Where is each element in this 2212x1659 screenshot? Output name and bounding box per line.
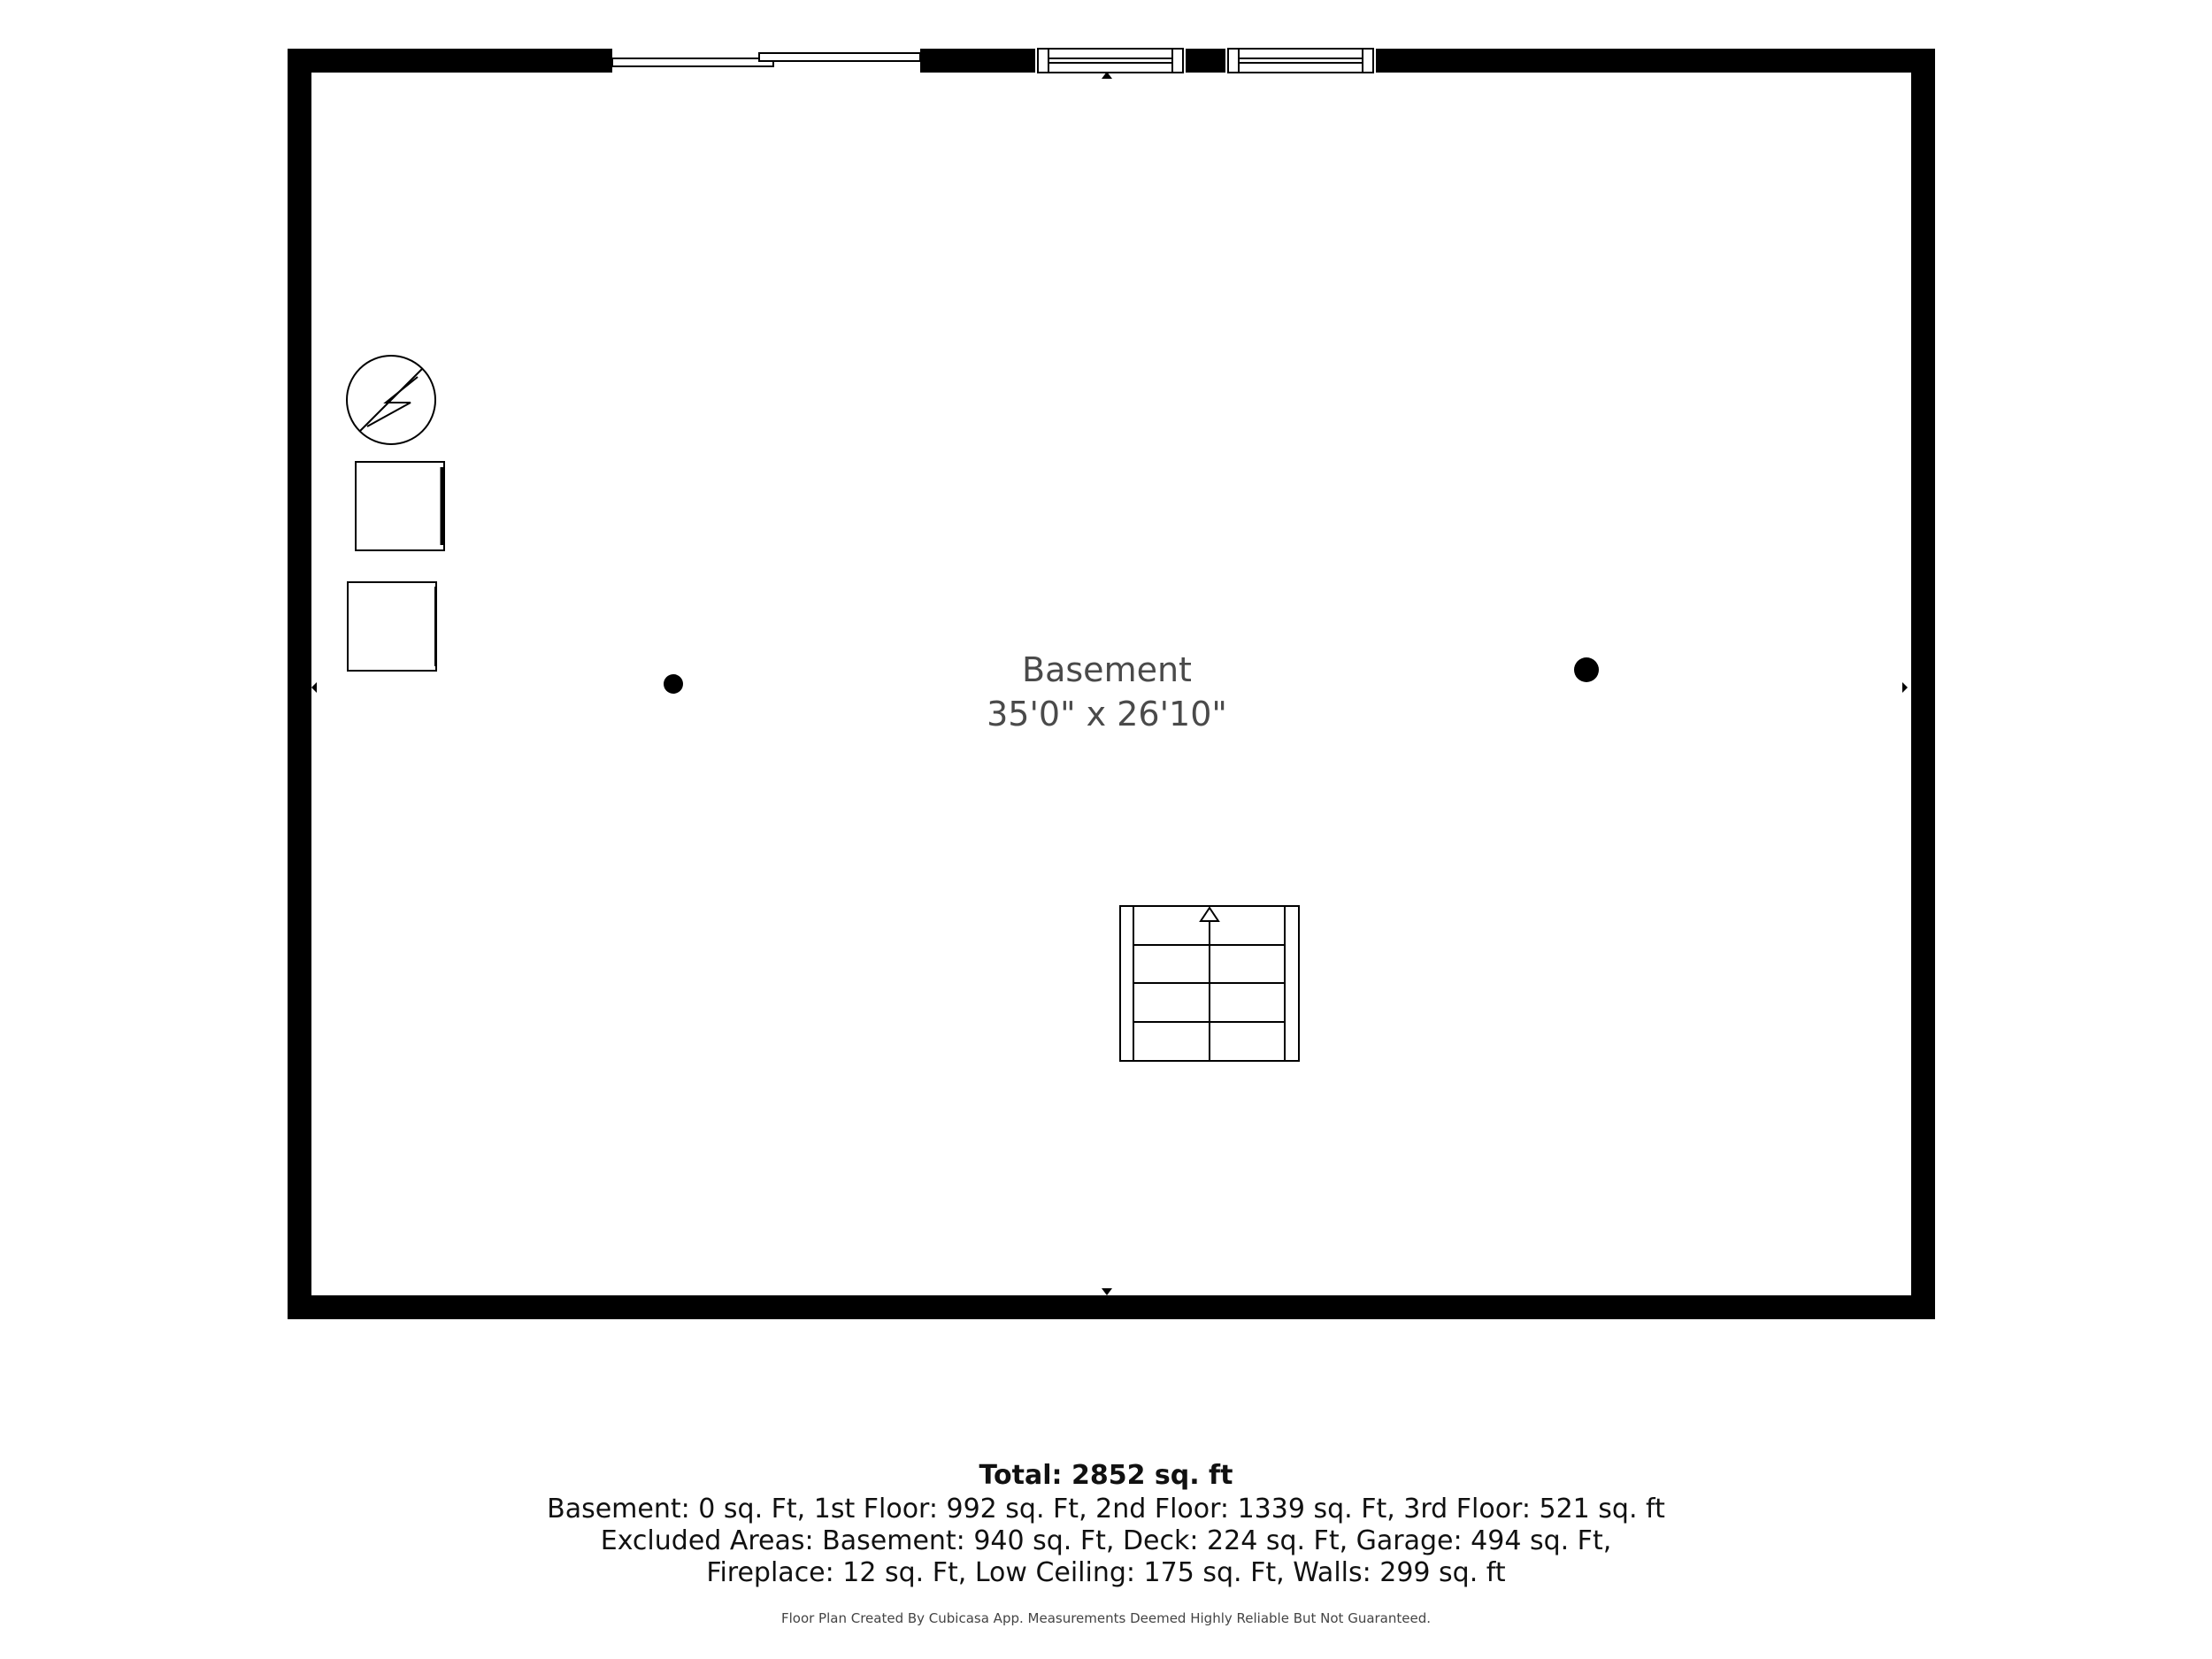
wall-bottom — [288, 1295, 1935, 1319]
staircase-icon — [1120, 906, 1299, 1061]
dryer-icon — [348, 582, 436, 671]
wall-marker-icon — [1902, 682, 1908, 693]
wall-marker-icon — [1102, 1288, 1112, 1295]
water-heater-icon — [347, 356, 435, 444]
sliding-door-icon — [612, 46, 920, 75]
wall-marker-icon — [311, 682, 317, 693]
disclaimer: Floor Plan Created By Cubicasa App. Measurements Deemed Highly Reliable But Not Guaranteed. — [780, 1610, 1432, 1626]
washer-icon — [356, 462, 444, 550]
window-icon — [1035, 46, 1186, 75]
excluded-areas-line-continued: Fireplace: 12 sq. Ft, Low Ceiling: 175 sq. Ft, Walls: 299 sq. ft — [706, 1557, 1506, 1588]
room-dimensions: 35'0" x 26'10" — [987, 695, 1227, 733]
total-area: Total: 2852 sq. ft — [979, 1460, 1233, 1491]
support-post-icon — [664, 674, 683, 694]
window-icon — [1225, 46, 1376, 75]
room-name: Basement — [1022, 650, 1192, 689]
wall-right — [1911, 49, 1935, 1319]
support-post-icon — [1574, 657, 1599, 682]
wall-left — [288, 49, 311, 1319]
excluded-areas-line: Excluded Areas: Basement: 940 sq. Ft, Deck: 224 sq. Ft, Garage: 494 sq. Ft, — [600, 1525, 1612, 1556]
floor-areas-line: Basement: 0 sq. Ft, 1st Floor: 992 sq. Ft, 2nd Floor: 1339 sq. Ft, 3rd Floor: 521 sq. ft — [547, 1494, 1665, 1525]
